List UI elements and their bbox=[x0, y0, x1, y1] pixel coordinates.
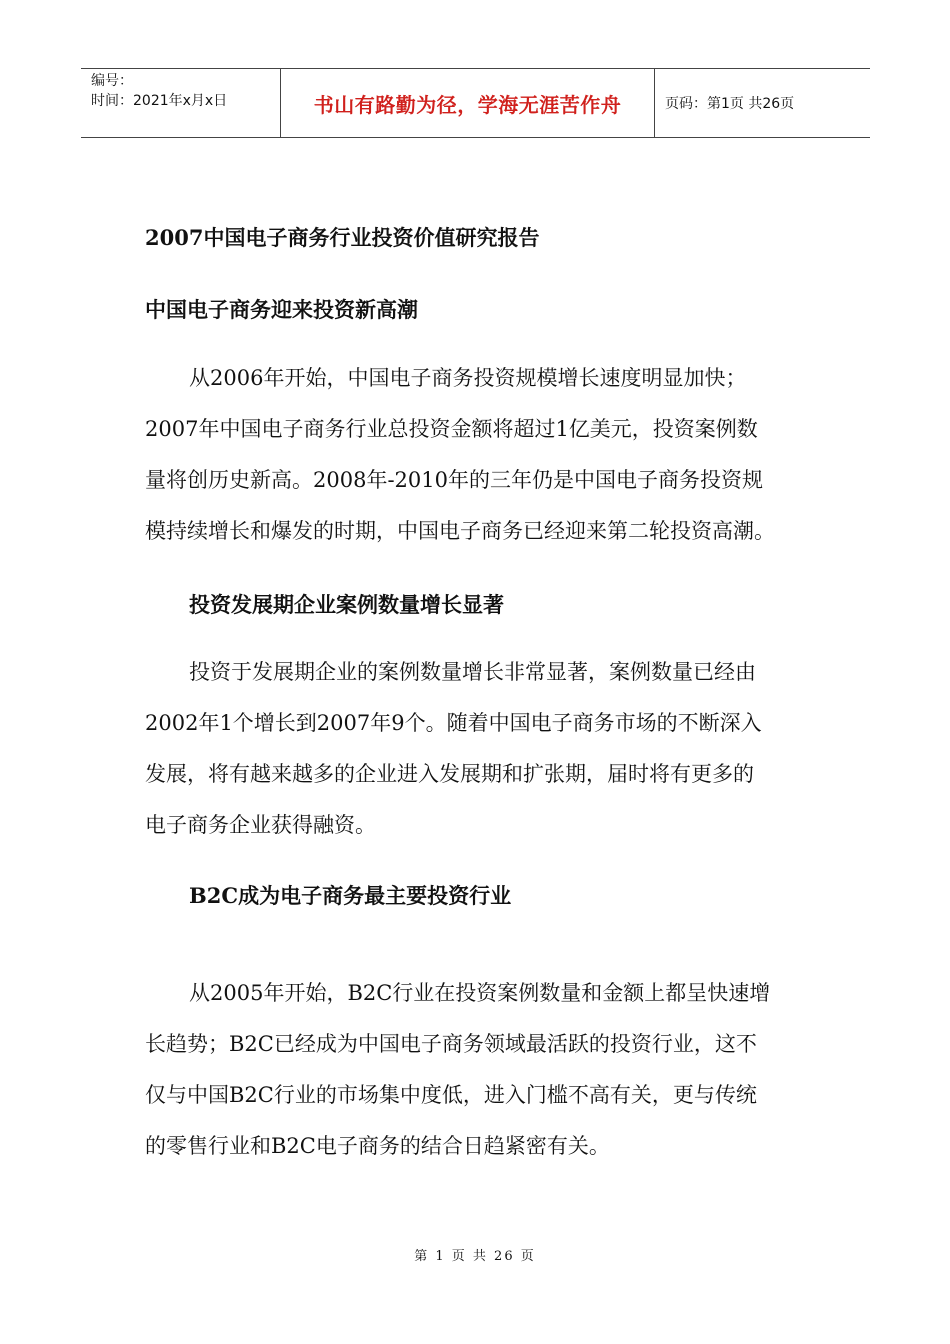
paragraph-line: 模持续增长和爆发的时期，中国电子商务已经迎来第二轮投资高潮。 bbox=[145, 519, 775, 543]
paragraph-line: 长趋势；B2C已经成为中国电子商务领域最活跃的投资行业，这不 bbox=[145, 1032, 757, 1056]
time-label: 时间：2021年x月x日 bbox=[91, 93, 228, 109]
paragraph-line: 2002年1个增长到2007年9个。随着中国电子商务市场的不断深入 bbox=[145, 711, 762, 735]
document-title: 2007中国电子商务行业投资价值研究报告 bbox=[145, 225, 540, 250]
paragraph-b2c bbox=[145, 968, 805, 1172]
paragraph-line: 从2006年开始，中国电子商务投资规模增长速度明显加快； bbox=[189, 366, 747, 390]
paragraph-development-stage bbox=[145, 647, 805, 851]
page-footer: 第 1 页 共 26 页 bbox=[414, 1249, 536, 1264]
section-heading-b2c: B2C成为电子商务最主要投资行业 bbox=[189, 883, 512, 908]
page-header bbox=[81, 68, 870, 138]
paragraph-line: 量将创历史新高。2008年-2010年的三年仍是中国电子商务投资规 bbox=[145, 468, 763, 492]
header-motto-cell bbox=[281, 69, 655, 137]
paragraph-investment-wave bbox=[145, 353, 805, 557]
paragraph-line: 发展，将有越来越多的企业进入发展期和扩张期，届时将有更多的 bbox=[145, 762, 754, 786]
section-heading-development-stage: 投资发展期企业案例数量增长显著 bbox=[189, 592, 504, 617]
number-label: 编号： bbox=[91, 73, 133, 89]
header-meta-cell bbox=[81, 69, 281, 137]
page-info: 页码：第1页 共26页 bbox=[665, 96, 795, 112]
paragraph-line: 电子商务企业获得融资。 bbox=[145, 813, 376, 837]
header-page-cell bbox=[655, 69, 870, 137]
paragraph-line: 2007年中国电子商务行业总投资金额将超过1亿美元，投资案例数 bbox=[145, 417, 758, 441]
motto-text: 书山有路勤为径，学海无涯苦作舟 bbox=[313, 92, 622, 117]
paragraph-line: 的零售行业和B2C电子商务的结合日趋紧密有关。 bbox=[145, 1134, 610, 1158]
section-heading-investment-wave: 中国电子商务迎来投资新高潮 bbox=[145, 297, 418, 322]
paragraph-line: 从2005年开始，B2C行业在投资案例数量和金额上都呈快速增 bbox=[189, 981, 771, 1005]
paragraph-line: 投资于发展期企业的案例数量增长非常显著，案例数量已经由 bbox=[189, 660, 756, 684]
paragraph-line: 仅与中国B2C行业的市场集中度低，进入门槛不高有关，更与传统 bbox=[145, 1083, 757, 1107]
